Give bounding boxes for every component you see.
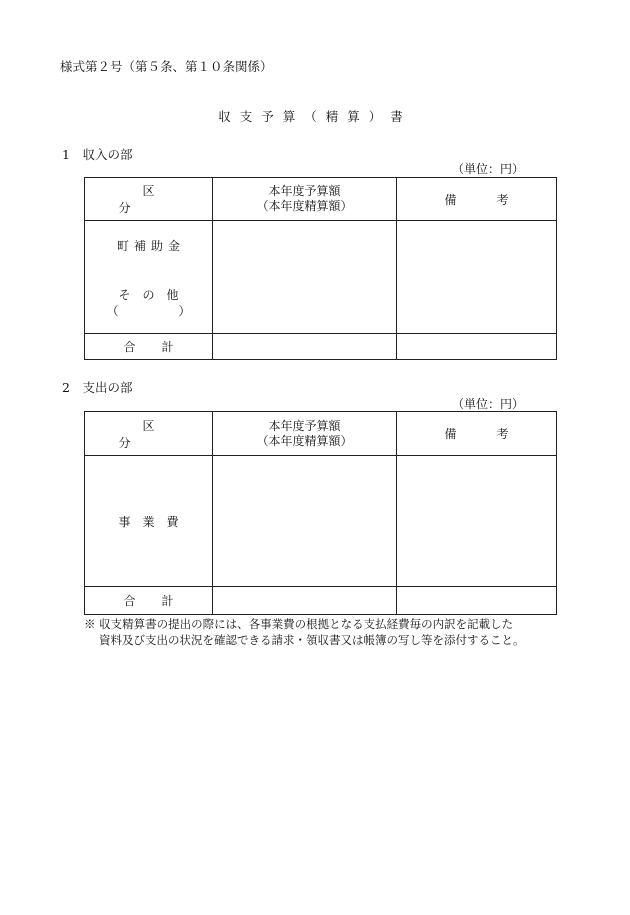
income-unit-label: （単位：円） bbox=[451, 162, 524, 176]
expense-table bbox=[84, 411, 557, 615]
expense-items-cell bbox=[85, 456, 213, 587]
expense-col-amount-settled: （本年度精算額） bbox=[256, 433, 353, 448]
income-col-category: 区分 bbox=[85, 178, 213, 221]
income-section-heading: 1 収入の部 bbox=[62, 147, 133, 162]
expense-total-row bbox=[85, 587, 557, 615]
expense-col-amount-budget: 本年度予算額 bbox=[268, 418, 341, 433]
income-col-amount-budget: 本年度予算額 bbox=[268, 184, 341, 198]
income-total-row bbox=[85, 334, 557, 360]
expense-amount-cell[interactable] bbox=[213, 456, 397, 587]
expense-col-amount bbox=[213, 412, 397, 456]
income-col-amount-settled: （本年度精算額） bbox=[256, 199, 353, 213]
footnote bbox=[84, 616, 525, 648]
income-note-cell[interactable] bbox=[397, 221, 557, 334]
income-table bbox=[84, 177, 557, 360]
footnote-line-1: ※ 収支精算書の提出の際には、各事業費の根拠となる支払経費毎の内訳を記載した bbox=[84, 617, 514, 631]
form-number: 様式第２号（第５条、第１０条関係） bbox=[60, 59, 273, 74]
income-total-note-cell[interactable] bbox=[397, 334, 557, 360]
income-col-amount bbox=[213, 178, 397, 221]
income-item-other: その他 bbox=[118, 288, 191, 302]
income-total-label: 合計 bbox=[85, 334, 213, 360]
income-col-note: 備考 bbox=[397, 178, 557, 221]
expense-col-category: 区分 bbox=[85, 412, 213, 456]
expense-total-label: 合計 bbox=[85, 587, 213, 615]
footnote-line-2: 資料及び支出の状況を確認できる請求・領収書又は帳簿の写し等を添付すること。 bbox=[99, 633, 525, 647]
income-body-row bbox=[85, 221, 557, 334]
income-item-other-detail: （ ） bbox=[106, 304, 191, 318]
expense-unit-label: （単位：円） bbox=[451, 397, 524, 411]
document-title: 収支予算（精算）書 bbox=[218, 109, 412, 124]
expense-header-row bbox=[85, 412, 557, 456]
expense-col-note: 備考 bbox=[397, 412, 557, 456]
expense-total-amount-cell[interactable] bbox=[213, 587, 397, 615]
expense-item-project: 事業費 bbox=[118, 514, 191, 529]
expense-section-heading: 2 支出の部 bbox=[62, 380, 133, 395]
income-total-amount-cell[interactable] bbox=[213, 334, 397, 360]
income-items-cell bbox=[85, 221, 213, 334]
expense-total-note-cell[interactable] bbox=[397, 587, 557, 615]
expense-body-row bbox=[85, 456, 557, 587]
income-amount-cell[interactable] bbox=[213, 221, 397, 334]
expense-note-cell[interactable] bbox=[397, 456, 557, 587]
income-header-row bbox=[85, 178, 557, 221]
income-item-subsidy: 町補助金 bbox=[116, 239, 185, 253]
